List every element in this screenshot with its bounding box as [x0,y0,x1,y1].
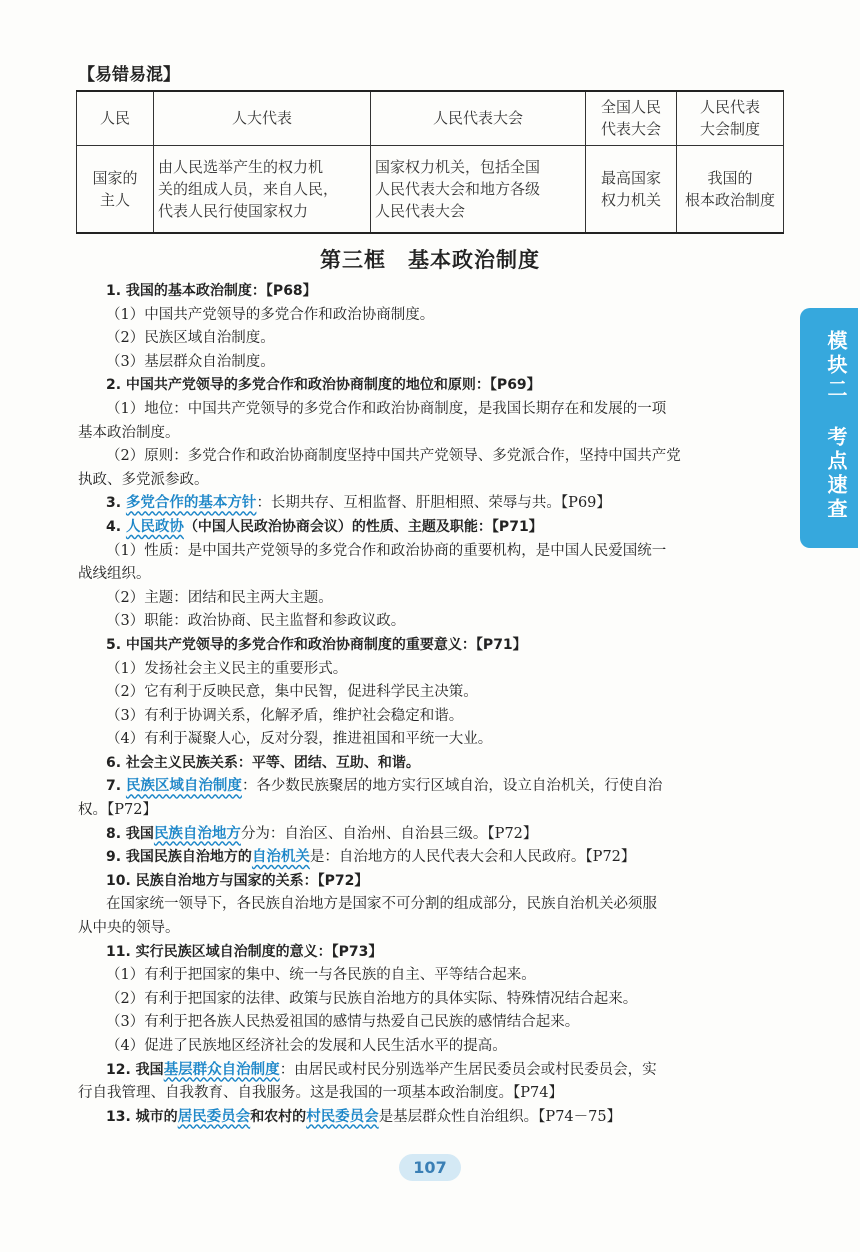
key-term: 村民委员会 [306,1108,379,1125]
text-line: 权。【P72】 [78,802,157,819]
page-number-badge: 107 [399,1154,460,1181]
key-term: 多党合作的基本方针 [125,495,257,512]
heading-6: 6. 社会主义民族关系：平等、团结、互助、和谐。 [106,754,420,771]
page-number [0,1154,860,1181]
heading-number: 9. 我国民族自治地方的 [106,849,252,866]
table-header-row [77,91,784,145]
heading-1: 1. 我国的基本政治制度：【P68】 [106,283,317,299]
text-line: （3）有利于把各族人民热爱祖国的感情与热爱自己民族的感情结合起来。 [106,1014,580,1031]
text-line: （2）民族区域自治制度。 [106,330,275,347]
text-line: 从中央的领导。 [78,920,180,937]
text-line: （1）性质：是中国共产党领导的多党合作和政治协商的重要机构，是中国人民爱国统一 [106,542,667,559]
text-line: （2）它有利于反映民意，集中民智，促进科学民主决策。 [106,684,478,701]
table-row [77,145,784,233]
heading-11: 11. 实行民族区域自治制度的意义：【P73】 [106,943,383,960]
heading-number: 7. [106,778,126,795]
heading-number: 8. 我国 [106,825,154,842]
table-header-cell: 人民代表大会 [371,91,586,145]
heading-4 [78,516,784,540]
text-line: （2）主题：团结和民主两大主题。 [106,589,333,606]
heading-text: 是基层群众性自治组织。【P74－75】 [378,1108,622,1125]
table-cell: 国家的 主人 [77,145,154,233]
text-line: （3）基层群众自治制度。 [106,353,275,370]
text-line: （2）原则：多党合作和政治协商制度坚持中国共产党领导、多党派合作，坚持中国共产党 [106,448,681,465]
text-line: 执政、多党派参政。 [78,471,209,488]
comparison-table [76,90,784,234]
heading-number: 13. 城市的 [106,1108,178,1125]
text-line: （2）有利于把国家的法律、政策与民族自治地方的具体实际、特殊情况结合起来。 [106,990,638,1007]
heading-text: （中国人民政治协商会议）的性质、主题及职能：【P71】 [183,518,543,535]
text-line: （1）中国共产党领导的多党合作和政治协商制度。 [106,306,435,323]
frame-title: 第三框 基本政治制度 [320,248,540,272]
heading-text: 分为：自治区、自治州、自治县三级。【P72】 [240,825,538,842]
table-header-cell: 人民代表 大会制度 [677,91,784,145]
heading-5: 5. 中国共产党领导的多党合作和政治协商制度的重要意义：【P71】 [106,636,527,653]
text-line: （1）地位：中国共产党领导的多党合作和政治协商制度，是我国长期存在和发展的一项 [106,400,667,417]
key-term: 基层群众自治制度 [163,1061,280,1078]
heading-9 [78,846,784,870]
text-line: 战线组织。 [78,566,151,583]
study-notes [78,280,784,1129]
heading-8 [78,823,784,847]
heading-text: ：长期共存、互相监督、肝胆相照、荣辱与共。【P69】 [256,495,611,512]
side-tab-label: 模块二 考点速查 [824,330,848,522]
heading-text: 和农村的 [250,1108,307,1125]
key-term: 居民委员会 [177,1108,251,1125]
section-label-error-prone: 【易错易混】 [78,65,180,85]
key-term: 民族区域自治制度 [125,778,242,795]
text-line: （4）有利于凝聚人心，反对分裂，推进祖国和平统一大业。 [106,731,493,748]
heading-number: 3. [106,495,126,512]
text-line: （3）有利于协调关系，化解矛盾，维护社会稳定和谐。 [106,707,464,724]
heading-text: ：由居民或村民分别选举产生居民委员会或村民委员会，实 [279,1061,657,1078]
table-cell: 由人民选举产生的权力机 关的组成人员，来自人民， 代表人民行使国家权力 [154,145,371,233]
table-header-cell: 人民 [77,91,154,145]
module-side-tab [800,308,858,548]
key-term: 民族自治地方 [153,825,241,842]
heading-7 [78,775,784,799]
text-line: 基本政治制度。 [78,424,180,441]
heading-10: 10. 民族自治地方与国家的关系：【P72】 [106,872,369,889]
table-cell: 国家权力机关，包括全国 人民代表大会和地方各级 人民代表大会 [371,145,586,233]
heading-text: ：各少数民族聚居的地方实行区域自治，设立自治机关，行使自治 [241,778,663,795]
heading-13 [78,1106,784,1130]
table-cell: 最高国家 权力机关 [586,145,677,233]
table-header-cell: 全国人民 代表大会 [586,91,677,145]
key-term: 自治机关 [251,849,310,866]
text-line: 行自我管理、自我教育、自我服务。这是我国的一项基本政治制度。【P74】 [78,1085,563,1102]
key-term: 人民政协 [125,518,184,535]
heading-3 [78,492,784,516]
heading-number: 4. [106,518,126,535]
heading-12 [78,1059,784,1083]
text-line: （1）有利于把国家的集中、统一与各民族的自主、平等结合起来。 [106,967,536,984]
heading-text: 是：自治地方的人民代表大会和人民政府。【P72】 [309,849,636,866]
text-line: （4）促进了民族地区经济社会的发展和人民生活水平的提高。 [106,1038,507,1054]
text-line: 在国家统一领导下，各民族自治地方是国家不可分割的组成部分，民族自治机关必须服 [106,896,657,913]
heading-number: 12. 我国 [106,1061,164,1078]
heading-2: 2. 中国共产党领导的多党合作和政治协商制度的地位和原则：【P69】 [106,377,541,394]
table-header-cell: 人大代表 [154,91,371,145]
table-cell: 我国的 根本政治制度 [677,145,784,233]
text-line: （1）发扬社会主义民主的重要形式。 [106,660,348,677]
text-line: （3）职能：政治协商、民主监督和参政议政。 [106,613,406,630]
